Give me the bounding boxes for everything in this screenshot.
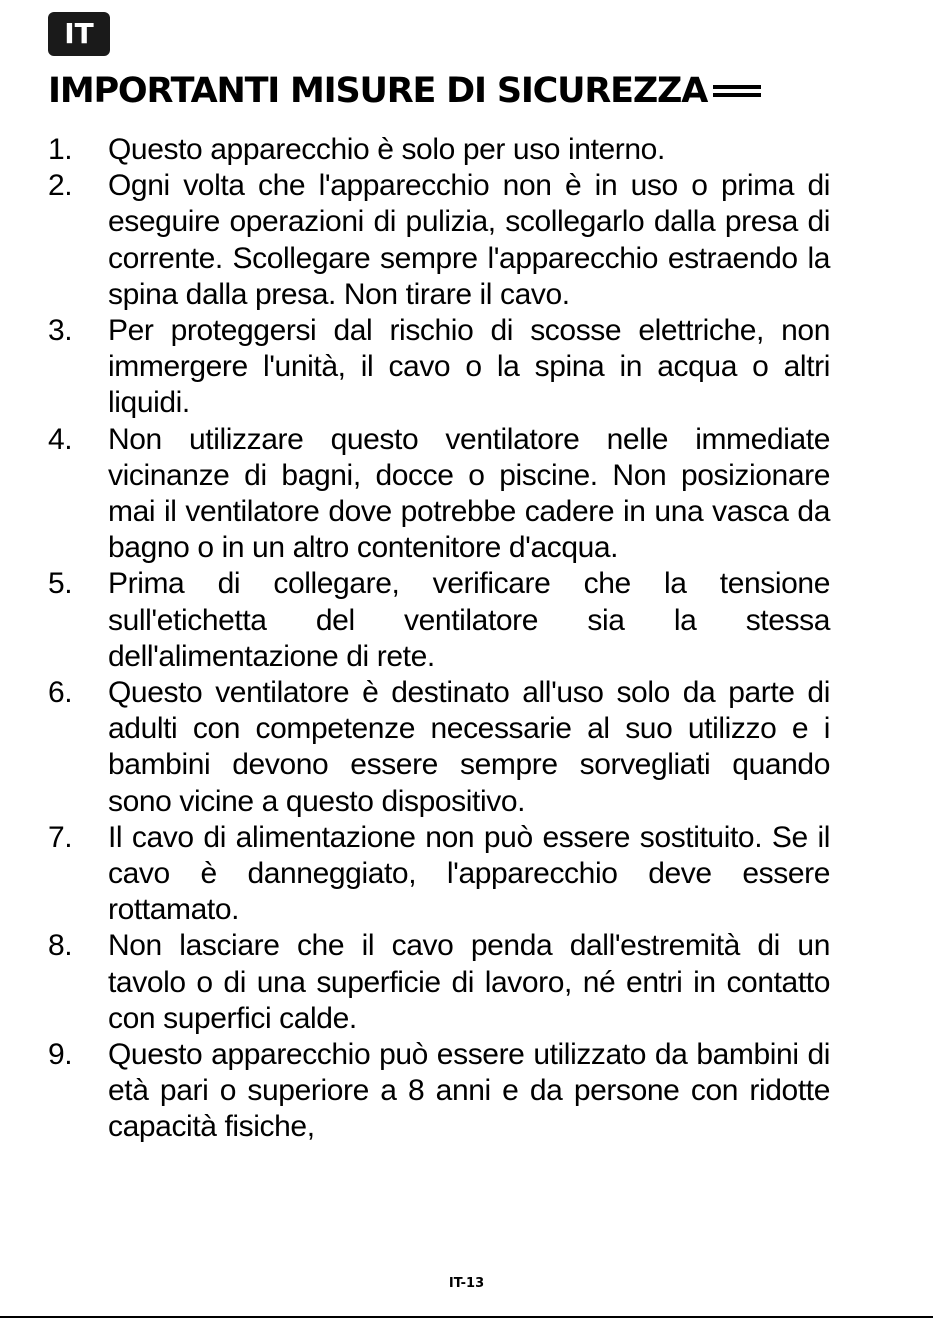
item-text: Per proteggersi dal rischio di scosse elettriche, non immergere l'unità, il cavo o la spina in acqua o altri liquidi. (108, 314, 830, 420)
list-item (48, 313, 830, 422)
page-title: IMPORTANTI MISURE DI SICUREZZA (48, 71, 708, 111)
item-text: Il cavo di alimentazione non può essere sostituito. Se il cavo è danneggiato, l'apparecchio deve essere rottamato. (108, 820, 830, 927)
item-number: 6. (48, 676, 73, 710)
bottom-divider (0, 1316, 933, 1318)
item-text: Prima di collegare, verificare che la tensione sull'etichetta del ventilatore sia la stessa dell'alimentazione di rete. (108, 567, 830, 673)
list-item (48, 132, 830, 168)
item-text: Non lasciare che il cavo penda dall'estremità di un tavolo o di una superficie di lavoro, né entri in contatto con superfici calde. (108, 929, 830, 1035)
heading-double-rule (713, 84, 761, 98)
item-number: 1. (48, 133, 73, 166)
safety-instructions-list (48, 132, 830, 1146)
list-item (48, 928, 830, 1037)
page-number: IT-13 (448, 1276, 485, 1291)
list-item (48, 1037, 830, 1146)
item-number: 4. (48, 422, 73, 456)
item-text: Ogni volta che l'apparecchio non è in uso o prima di eseguire operazioni di pulizia, scollegarlo dalla presa di corrente. Scollegare sempre l'apparecchio estraendo la spina dalla presa. Non tirare il cavo. (108, 169, 830, 311)
item-number: 7. (48, 820, 73, 854)
item-text: Questo apparecchio può essere utilizzato da bambini di età pari o superiore a 8 anni e da persone con ridotte capacità fisiche, (108, 1038, 830, 1144)
section-heading (48, 66, 838, 116)
item-number: 3. (48, 314, 73, 348)
list-item (48, 566, 830, 675)
item-text: Non utilizzare questo ventilatore nelle immediate vicinanze di bagni, docce o piscine. Non posizionare mai il ventilatore dove potrebbe cadere in una vasca da bagno o in un altro contenitore d'acqua. (108, 422, 830, 565)
list-item (48, 168, 830, 313)
item-text: Questo ventilatore è destinato all'uso solo da parte di adulti con competenze necessarie al suo utilizzo e i bambini devono essere sempre sorvegliati quando sono vicine a questo dispositivo. (108, 676, 830, 818)
item-number: 8. (48, 929, 73, 963)
list-item (48, 675, 830, 820)
item-number: 9. (48, 1038, 73, 1072)
item-number: 5. (48, 567, 73, 601)
item-number: 2. (48, 169, 73, 203)
language-badge: IT (48, 12, 110, 56)
list-item (48, 422, 830, 567)
list-item (48, 820, 830, 929)
item-text: Questo apparecchio è solo per uso interno. (108, 133, 665, 166)
